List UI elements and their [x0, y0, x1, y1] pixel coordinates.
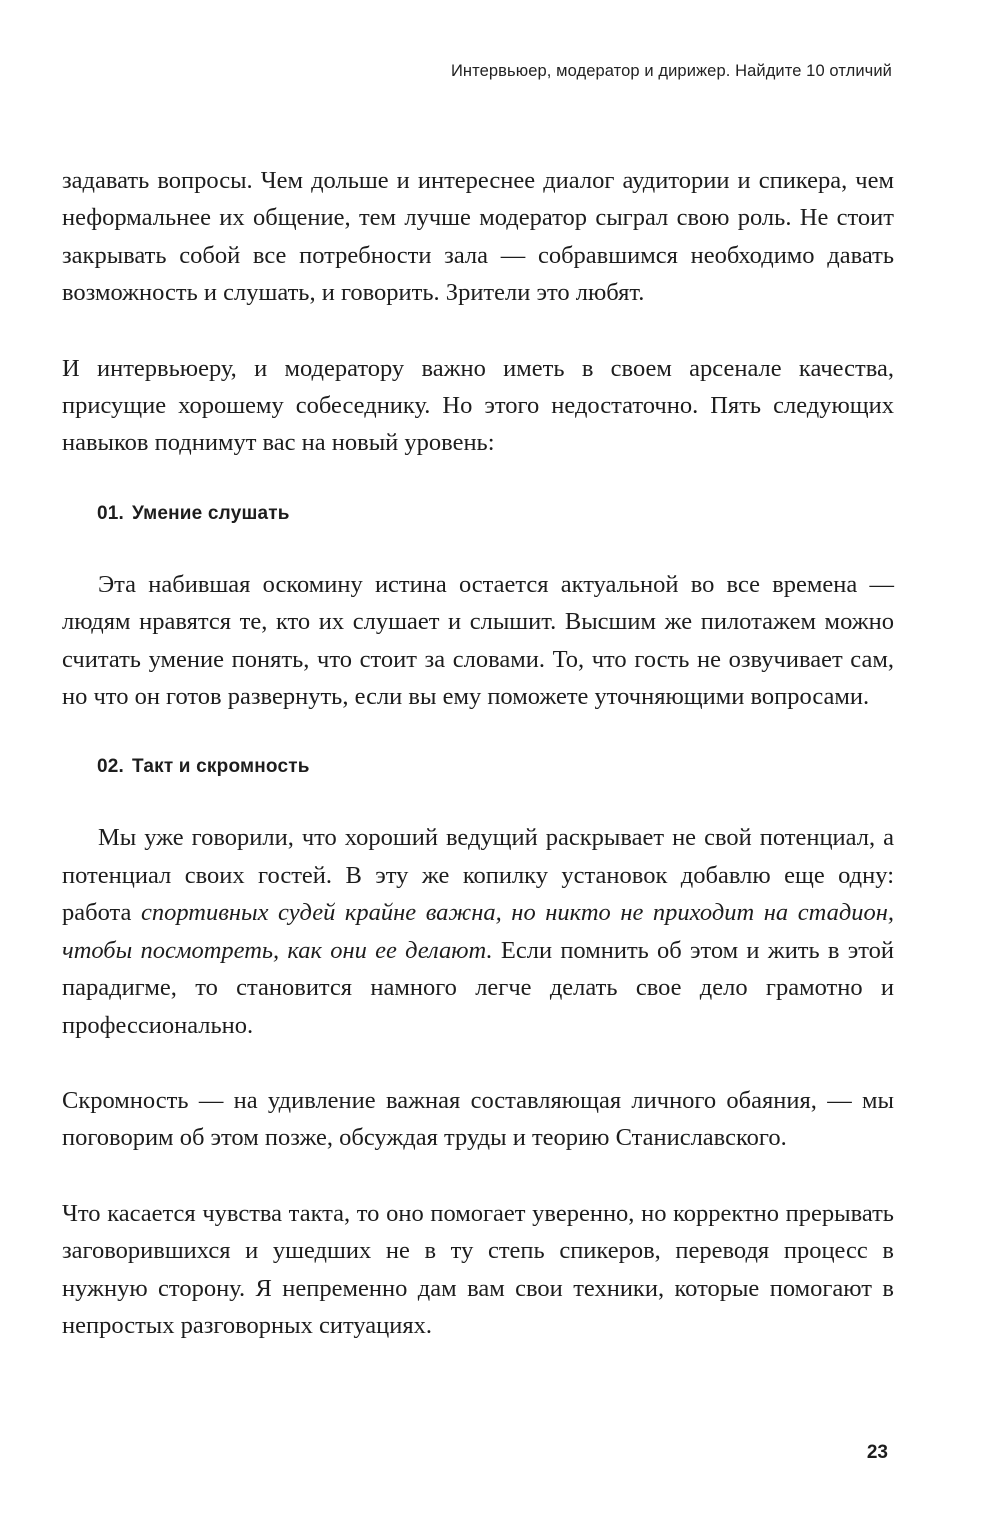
paragraph-6: Что касается чувства такта, то оно помогает уверенно, но корректно прерывать заговорившихся и ушедших не в ту степь спикеров, переводя процесс в нужную сторону. Я непременно дам вам свои техники, которые помогают в непростых разговорных ситуациях.	[62, 1199, 894, 1339]
paragraph-3: Эта набившая оскомину истина остается актуальной во все времена — людям нравятся те, кто их слушает и слышит. Высшим же пилотажем можно считать умение понять, что стоит за словами. То, что гость не озвучивает сам, но что он готов развернуть, если вы ему поможете уточняющими вопросами.	[62, 570, 894, 711]
section-heading-1	[62, 500, 894, 528]
paragraph-4-start: Мы уже говорили, что хороший ведущий раскрывает не свой потенциал, а потенциал своих гостей. В эту же копилку установок добавлю еще одну: работа	[62, 824, 894, 927]
section-title-1: Умение слушать	[132, 502, 290, 524]
paragraph-4	[62, 819, 894, 1043]
paragraph-2: И интервьюеру, и модератору важно иметь в своем арсенале качества, присущие хорошему собеседнику. Но этого недостаточно. Пять следующих навыков поднимут вас на новый уровень:	[62, 354, 894, 457]
page-number: 23	[866, 1442, 888, 1463]
body-text	[62, 162, 894, 1344]
paragraph-4-end: Если помнить об этом и жить в этой парадигме, то становится намного легче делать свое дело грамотно и профессионально.	[62, 936, 894, 1039]
running-header: Интервьюер, модератор и дирижер. Найдите 10 отличий	[450, 62, 892, 80]
section-title-2: Такт и скромность	[132, 756, 310, 778]
section-number-2: 02.	[97, 756, 125, 778]
paragraph-1: задавать вопросы. Чем дольше и интереснее диалог аудитории и спикера, чем неформальнее их общение, тем лучше модератор сыграл свою роль. Не стоит закрывать собой все потребности зала — собравшимся необходимо давать возможность и слушать, и говорить. Зрители это любят.	[62, 167, 894, 307]
section-heading-2	[62, 753, 894, 781]
section-number-1: 01.	[97, 502, 125, 524]
paragraph-5: Скромность — на удивление важная составляющая личного обаяния, — мы поговорим об этом позже, обсуждая труды и теорию Станиславского.	[62, 1086, 894, 1152]
paragraph-4-italic-quote: спортивных судей крайне важна, но никто не приходит на стадион, чтобы посмотреть, как они ее делают.	[62, 899, 894, 964]
